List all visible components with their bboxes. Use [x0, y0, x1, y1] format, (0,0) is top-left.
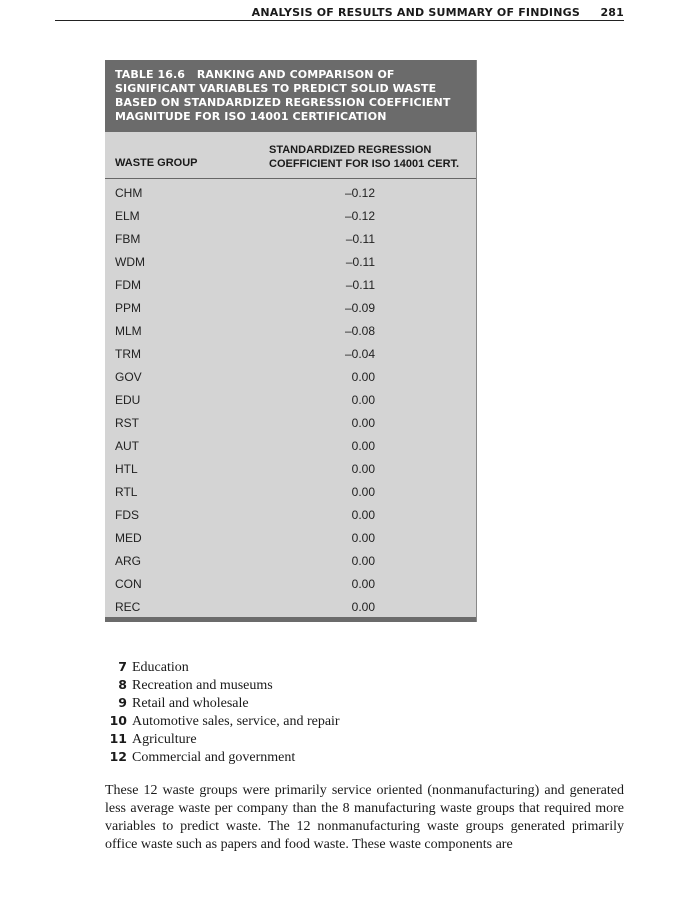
coefficient-cell: –0.12 — [344, 209, 375, 223]
coefficient-cell: 0.00 — [351, 393, 375, 407]
table-row — [105, 573, 476, 596]
coefficient-cell: 0.00 — [351, 577, 375, 591]
table-header-row — [105, 132, 476, 179]
waste-group-cell: AUT — [115, 439, 139, 453]
waste-group-cell: CON — [115, 577, 142, 591]
caption-line: MAGNITUDE FOR ISO 14001 CERTIFICATION — [115, 110, 387, 123]
list-item — [105, 730, 340, 748]
table-row — [105, 527, 476, 550]
table-row — [105, 343, 476, 366]
table-row — [105, 550, 476, 573]
column-header-line: COEFFICIENT FOR ISO 14001 CERT. — [269, 158, 460, 170]
waste-group-cell: PPM — [115, 301, 142, 315]
coefficient-cell: –0.08 — [344, 324, 375, 338]
body-paragraph: These 12 waste groups were primarily service oriented (nonmanufacturing) and generated less average waste per company than the 8 manufacturing waste groups that required more variables to predict waste. The 12 nonmanufacturing waste groups generated primarily office waste such as papers and food waste. These waste components are — [105, 783, 624, 852]
list-item-number: 10 — [109, 713, 127, 728]
coefficient-cell: –0.12 — [344, 186, 375, 200]
coefficient-cell: 0.00 — [351, 370, 375, 384]
running-head — [55, 5, 624, 21]
waste-group-cell: FDM — [115, 278, 141, 292]
coefficient-cell: 0.00 — [351, 600, 375, 614]
coefficient-cell: –0.09 — [344, 301, 375, 315]
coefficient-cell: 0.00 — [351, 416, 375, 430]
table-row — [105, 412, 476, 435]
coefficient-cell: 0.00 — [351, 531, 375, 545]
table-row — [105, 366, 476, 389]
coefficient-cell: 0.00 — [351, 439, 375, 453]
caption-line: TABLE 16.6 RANKING AND COMPARISON OF — [115, 68, 395, 81]
table-row — [105, 297, 476, 320]
coefficient-cell: 0.00 — [351, 485, 375, 499]
waste-group-cell: FDS — [115, 508, 139, 522]
coefficient-cell: –0.11 — [345, 278, 375, 292]
waste-group-cell: EDU — [115, 393, 141, 407]
list-item-number: 12 — [109, 749, 127, 764]
list-item-label: Recreation and museums — [132, 678, 273, 693]
table-row — [105, 458, 476, 481]
coefficient-cell: –0.04 — [344, 347, 375, 361]
list-item — [105, 748, 340, 766]
table-row — [105, 481, 476, 504]
list-item-label: Automotive sales, service, and repair — [132, 714, 340, 729]
table-row — [105, 389, 476, 412]
waste-group-cell: RTL — [115, 485, 138, 499]
list-item-number: 7 — [118, 659, 127, 674]
waste-group-cell: ELM — [115, 209, 140, 223]
waste-group-cell: MED — [115, 531, 142, 545]
table-caption — [105, 60, 476, 132]
table-row — [105, 182, 476, 205]
column-header-line: STANDARDIZED REGRESSION — [269, 144, 432, 156]
waste-group-cell: RST — [115, 416, 139, 430]
waste-group-cell: FBM — [115, 232, 141, 246]
list-item-number: 8 — [118, 677, 127, 692]
coefficient-cell: 0.00 — [351, 462, 375, 476]
table-bottom-rule — [105, 617, 476, 622]
table-row — [105, 251, 476, 274]
list-item-label: Commercial and government — [132, 750, 296, 765]
coefficient-cell: 0.00 — [351, 554, 375, 568]
table-row — [105, 228, 476, 251]
coefficient-cell: –0.11 — [345, 255, 375, 269]
list-item-number: 11 — [109, 731, 127, 746]
table — [105, 60, 477, 622]
table-row — [105, 274, 476, 297]
table-body — [105, 179, 476, 619]
column-header-coefficient — [269, 143, 459, 171]
list-item-number: 9 — [118, 695, 127, 710]
coefficient-cell: 0.00 — [351, 508, 375, 522]
list-item — [105, 712, 340, 730]
running-head-title: ANALYSIS OF RESULTS AND SUMMARY OF FINDINGS — [251, 6, 580, 19]
waste-group-cell: ARG — [115, 554, 142, 568]
waste-group-cell: MLM — [115, 324, 142, 338]
waste-group-cell: CHM — [115, 186, 143, 200]
table-row — [105, 205, 476, 228]
caption-line: SIGNIFICANT VARIABLES TO PREDICT SOLID WASTE — [115, 82, 437, 95]
waste-group-cell: GOV — [115, 370, 142, 384]
waste-group-cell: TRM — [115, 347, 141, 361]
table-row — [105, 596, 476, 619]
waste-group-cell: REC — [115, 600, 141, 614]
column-header-waste-group: WASTE GROUP — [115, 157, 198, 169]
caption-line: BASED ON STANDARDIZED REGRESSION COEFFICIENT — [115, 96, 451, 109]
waste-group-cell: HTL — [115, 462, 138, 476]
coefficient-cell: –0.11 — [345, 232, 375, 246]
waste-group-cell: WDM — [115, 255, 145, 269]
list-item — [105, 676, 340, 694]
list-item — [105, 694, 340, 712]
table-row — [105, 320, 476, 343]
list-item — [105, 658, 340, 676]
table-row — [105, 504, 476, 527]
page-number: 281 — [600, 6, 624, 19]
waste-group-list — [105, 658, 340, 766]
table-row — [105, 435, 476, 458]
list-item-label: Agriculture — [132, 732, 197, 747]
list-item-label: Education — [132, 660, 189, 675]
list-item-label: Retail and wholesale — [132, 696, 249, 711]
